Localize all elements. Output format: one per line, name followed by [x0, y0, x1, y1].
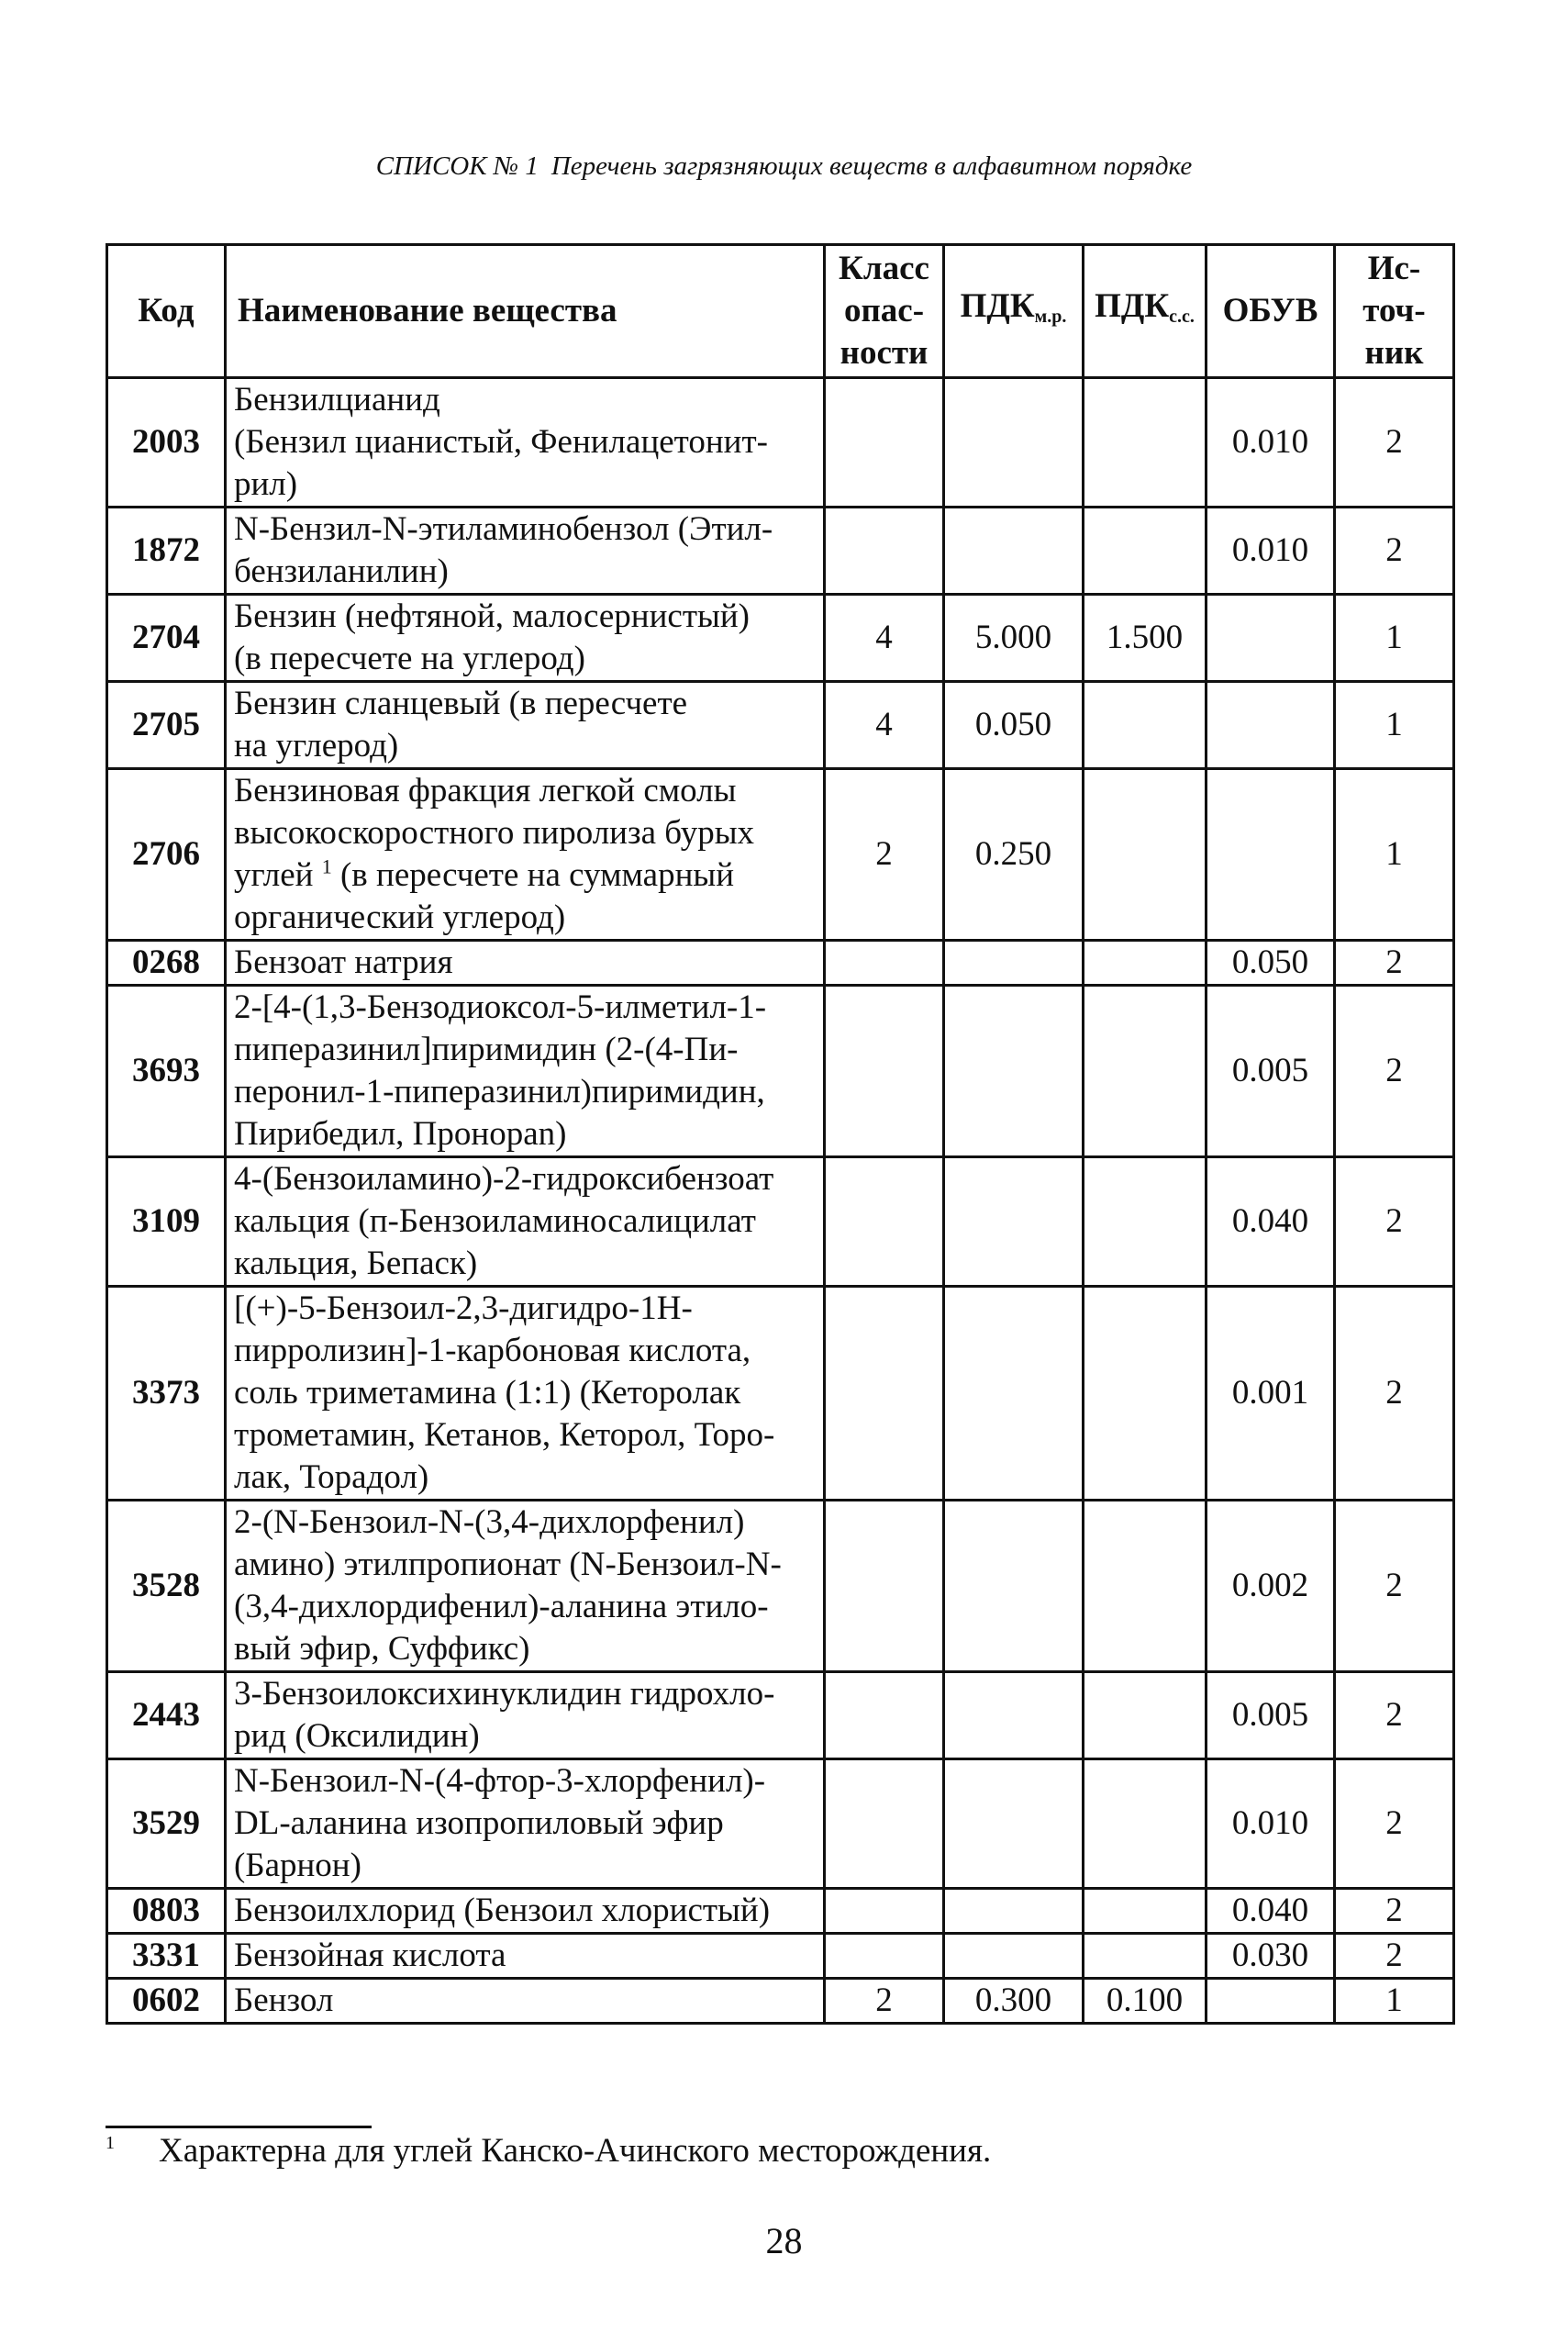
cell-obuv: 0.010	[1207, 1759, 1335, 1889]
cell-obuv: 0.005	[1207, 986, 1335, 1157]
cell-pdk-mr	[944, 1889, 1084, 1934]
cell-source: 2	[1335, 1157, 1454, 1287]
table-row	[107, 1501, 1454, 1672]
name-line: кальция (п-Бензоиламиносалицилат	[234, 1202, 756, 1240]
cell-obuv: 0.010	[1207, 508, 1335, 595]
cell-source: 2	[1335, 1672, 1454, 1759]
name-line: 2-[4-(1,3-Бензодиоксол-5-илметил-1-	[234, 988, 767, 1026]
cell-code: 3529	[107, 1759, 226, 1889]
cell-hazard-class	[825, 378, 944, 508]
cell-pdk-mr	[944, 941, 1084, 986]
cell-code: 2706	[107, 769, 226, 941]
name-line: DL-аланина изопропиловый эфир	[234, 1804, 724, 1842]
cell-pdk-ss	[1084, 986, 1207, 1157]
name-line: трометамин, Кетанов, Кеторол, Торо-	[234, 1416, 775, 1454]
cell-code: 1872	[107, 508, 226, 595]
header-row	[107, 245, 1454, 378]
cell-name	[226, 378, 825, 508]
cell-source: 2	[1335, 1759, 1454, 1889]
list-title: Перечень загрязняющих веществ в алфавитном порядке	[550, 151, 1193, 181]
cell-obuv: 0.050	[1207, 941, 1335, 986]
cell-pdk-ss	[1084, 682, 1207, 769]
cell-name	[226, 1759, 825, 1889]
cell-code: 3693	[107, 986, 226, 1157]
cell-hazard-class: 4	[825, 682, 944, 769]
name-line: (Барнон)	[234, 1847, 361, 1884]
footnote-ref: 1	[321, 854, 332, 878]
cell-pdk-mr	[944, 1759, 1084, 1889]
name-line: (3,4-дихлордифенил)-аланина этило-	[234, 1588, 769, 1625]
name-line: лак, Торадол)	[234, 1458, 429, 1496]
cell-pdk-ss	[1084, 1672, 1207, 1759]
cell-pdk-ss: 1.500	[1084, 595, 1207, 682]
cell-source: 2	[1335, 378, 1454, 508]
cell-pdk-ss	[1084, 1889, 1207, 1934]
name-line: Бензин (нефтяной, малосернистый)	[234, 597, 750, 635]
cell-source: 1	[1335, 769, 1454, 941]
table-row	[107, 508, 1454, 595]
name-line: соль триметамина (1:1) (Кеторолак	[234, 1374, 741, 1412]
name-line: Бензилцианид	[234, 381, 440, 419]
substances-table	[106, 243, 1455, 2025]
cell-code: 2443	[107, 1672, 226, 1759]
table-row	[107, 769, 1454, 941]
name-line: (Бензил цианистый, Фенилацетонит-	[234, 423, 768, 461]
name-line: высокоскоростного пиролиза бурых	[234, 814, 755, 852]
table-row	[107, 595, 1454, 682]
cell-name	[226, 1889, 825, 1934]
cell-pdk-mr	[944, 1287, 1084, 1501]
cell-code: 0803	[107, 1889, 226, 1934]
table-row	[107, 1672, 1454, 1759]
cell-obuv: 0.001	[1207, 1287, 1335, 1501]
name-line: (в пересчете на суммарный	[339, 856, 735, 894]
name-line: вый эфир, Суффикс)	[234, 1630, 530, 1668]
table-body	[107, 378, 1454, 2024]
cell-pdk-mr	[944, 508, 1084, 595]
cell-hazard-class	[825, 508, 944, 595]
cell-obuv: 0.002	[1207, 1501, 1335, 1672]
cell-hazard-class	[825, 1157, 944, 1287]
name-line: рид (Оксилидин)	[234, 1717, 480, 1755]
cell-code: 2704	[107, 595, 226, 682]
name-line: N-Бензил-N-этиламинобензол (Этил-	[234, 510, 773, 548]
name-line: 2-(N-Бензоил-N-(3,4-дихлорфенил)	[234, 1503, 745, 1541]
name-line: (в пересчете на углерод)	[234, 640, 585, 677]
table-row	[107, 986, 1454, 1157]
cell-pdk-ss	[1084, 941, 1207, 986]
table-row	[107, 1934, 1454, 1979]
cell-source: 2	[1335, 508, 1454, 595]
col-header-name: Наименование вещества	[226, 245, 825, 378]
name-line: рил)	[234, 465, 298, 503]
cell-hazard-class	[825, 1759, 944, 1889]
name-line: N-Бензоил-N-(4-фтор-3-хлорфенил)-	[234, 1762, 766, 1800]
page-header	[0, 151, 1568, 182]
cell-source: 2	[1335, 1889, 1454, 1934]
cell-pdk-ss: 0.100	[1084, 1979, 1207, 2024]
table-row	[107, 378, 1454, 508]
col-header-code: Код	[107, 245, 226, 378]
table-row	[107, 682, 1454, 769]
cell-pdk-mr	[944, 378, 1084, 508]
cell-name	[226, 941, 825, 986]
cell-hazard-class: 4	[825, 595, 944, 682]
cell-code: 3331	[107, 1934, 226, 1979]
cell-pdk-ss	[1084, 508, 1207, 595]
name-line: Бензиновая фракция легкой смолы	[234, 772, 737, 809]
cell-name	[226, 595, 825, 682]
cell-source: 2	[1335, 1287, 1454, 1501]
table-row	[107, 1287, 1454, 1501]
name-line: перонил-1-пиперазинил)пиримидин,	[234, 1073, 765, 1111]
name-line: [(+)-5-Бензоил-2,3-дигидро-1Н-	[234, 1289, 693, 1327]
name-line: органический углерод)	[234, 899, 566, 936]
cell-pdk-ss	[1084, 378, 1207, 508]
cell-source: 1	[1335, 1979, 1454, 2024]
page-number: 28	[765, 2220, 803, 2261]
cell-code: 2705	[107, 682, 226, 769]
name-line: Пирибедил, Пронораn)	[234, 1115, 567, 1153]
cell-obuv	[1207, 682, 1335, 769]
name-line: 4-(Бензоиламино)-2-гидроксибензоат	[234, 1160, 774, 1198]
table-row	[107, 1889, 1454, 1934]
cell-source: 2	[1335, 941, 1454, 986]
col-header-source: Ис- точ- ник	[1335, 245, 1454, 378]
cell-pdk-mr	[944, 1934, 1084, 1979]
name-line: Бензол	[234, 1981, 334, 2019]
cell-name	[226, 1979, 825, 2024]
cell-code: 0602	[107, 1979, 226, 2024]
col-header-pdk-mr: $ПДК_{м.р.}$	[944, 245, 1084, 378]
footnote-text: Характерна для углей Канско-Ачинского месторождения.	[159, 2132, 992, 2170]
cell-obuv: 0.040	[1207, 1889, 1335, 1934]
list-label: СПИСОК № 1	[375, 151, 539, 181]
cell-hazard-class	[825, 941, 944, 986]
cell-hazard-class: 2	[825, 1979, 944, 2024]
cell-obuv: 0.040	[1207, 1157, 1335, 1287]
name-line: Бензоилхлорид (Бензоил хлористый)	[234, 1892, 771, 1929]
cell-pdk-ss	[1084, 1759, 1207, 1889]
cell-name	[226, 769, 825, 941]
cell-hazard-class	[825, 1501, 944, 1672]
name-line: Бензоат натрия	[234, 943, 453, 981]
cell-source: 1	[1335, 595, 1454, 682]
cell-pdk-mr	[944, 1501, 1084, 1672]
table-row	[107, 941, 1454, 986]
table-row	[107, 1979, 1454, 2024]
name-line: углей	[234, 856, 314, 894]
cell-name	[226, 1672, 825, 1759]
cell-code: 2003	[107, 378, 226, 508]
cell-name	[226, 986, 825, 1157]
cell-pdk-ss	[1084, 769, 1207, 941]
cell-source: 1	[1335, 682, 1454, 769]
name-line: пиперазинил]пиримидин (2-(4-Пи-	[234, 1031, 739, 1068]
cell-code: 3109	[107, 1157, 226, 1287]
cell-pdk-ss	[1084, 1934, 1207, 1979]
cell-obuv	[1207, 595, 1335, 682]
col-header-pdk-ss: $ПДК_{с.с.}$	[1084, 245, 1207, 378]
cell-pdk-mr: 5.000	[944, 595, 1084, 682]
cell-code: 3528	[107, 1501, 226, 1672]
name-line: амино) этилпропионат (N-Бензоил-N-	[234, 1546, 782, 1583]
cell-pdk-mr	[944, 1157, 1084, 1287]
name-line: Бензин сланцевый (в пересчете	[234, 685, 688, 722]
cell-obuv	[1207, 769, 1335, 941]
name-line: пирролизин]-1-карбоновая кислота,	[234, 1332, 751, 1369]
cell-pdk-mr: 0.300	[944, 1979, 1084, 2024]
cell-source: 2	[1335, 1501, 1454, 1672]
col-header-hazard-class: Класс опас- ности	[825, 245, 944, 378]
cell-name	[226, 508, 825, 595]
cell-hazard-class	[825, 1672, 944, 1759]
cell-pdk-mr	[944, 986, 1084, 1157]
name-line: кальция, Бепаск)	[234, 1245, 478, 1282]
table-row	[107, 1157, 1454, 1287]
cell-name	[226, 1157, 825, 1287]
cell-code: 0268	[107, 941, 226, 986]
footnote-marker: 1	[106, 2133, 115, 2153]
cell-pdk-ss	[1084, 1157, 1207, 1287]
col-header-obuv: ОБУВ	[1207, 245, 1335, 378]
name-line: на углерод)	[234, 727, 399, 765]
footnote-divider	[106, 2126, 372, 2128]
cell-code: 3373	[107, 1287, 226, 1501]
cell-obuv: 0.030	[1207, 1934, 1335, 1979]
cell-name	[226, 682, 825, 769]
cell-hazard-class	[825, 1287, 944, 1501]
cell-pdk-mr	[944, 1672, 1084, 1759]
cell-pdk-ss	[1084, 1287, 1207, 1501]
cell-source: 2	[1335, 1934, 1454, 1979]
cell-pdk-ss	[1084, 1501, 1207, 1672]
cell-obuv: 0.010	[1207, 378, 1335, 508]
cell-pdk-mr: 0.250	[944, 769, 1084, 941]
cell-obuv: 0.005	[1207, 1672, 1335, 1759]
cell-name	[226, 1934, 825, 1979]
cell-name	[226, 1501, 825, 1672]
footnote	[106, 2131, 991, 2171]
name-line: Бензойная кислота	[234, 1937, 506, 1974]
cell-pdk-mr: 0.050	[944, 682, 1084, 769]
cell-hazard-class	[825, 986, 944, 1157]
cell-hazard-class	[825, 1889, 944, 1934]
name-line: 3-Бензоилоксихинуклидин гидрохло-	[234, 1675, 775, 1713]
cell-hazard-class	[825, 1934, 944, 1979]
table-row	[107, 1759, 1454, 1889]
cell-name	[226, 1287, 825, 1501]
cell-obuv	[1207, 1979, 1335, 2024]
name-line: бензиланилин)	[234, 553, 449, 590]
cell-source: 2	[1335, 986, 1454, 1157]
cell-hazard-class: 2	[825, 769, 944, 941]
